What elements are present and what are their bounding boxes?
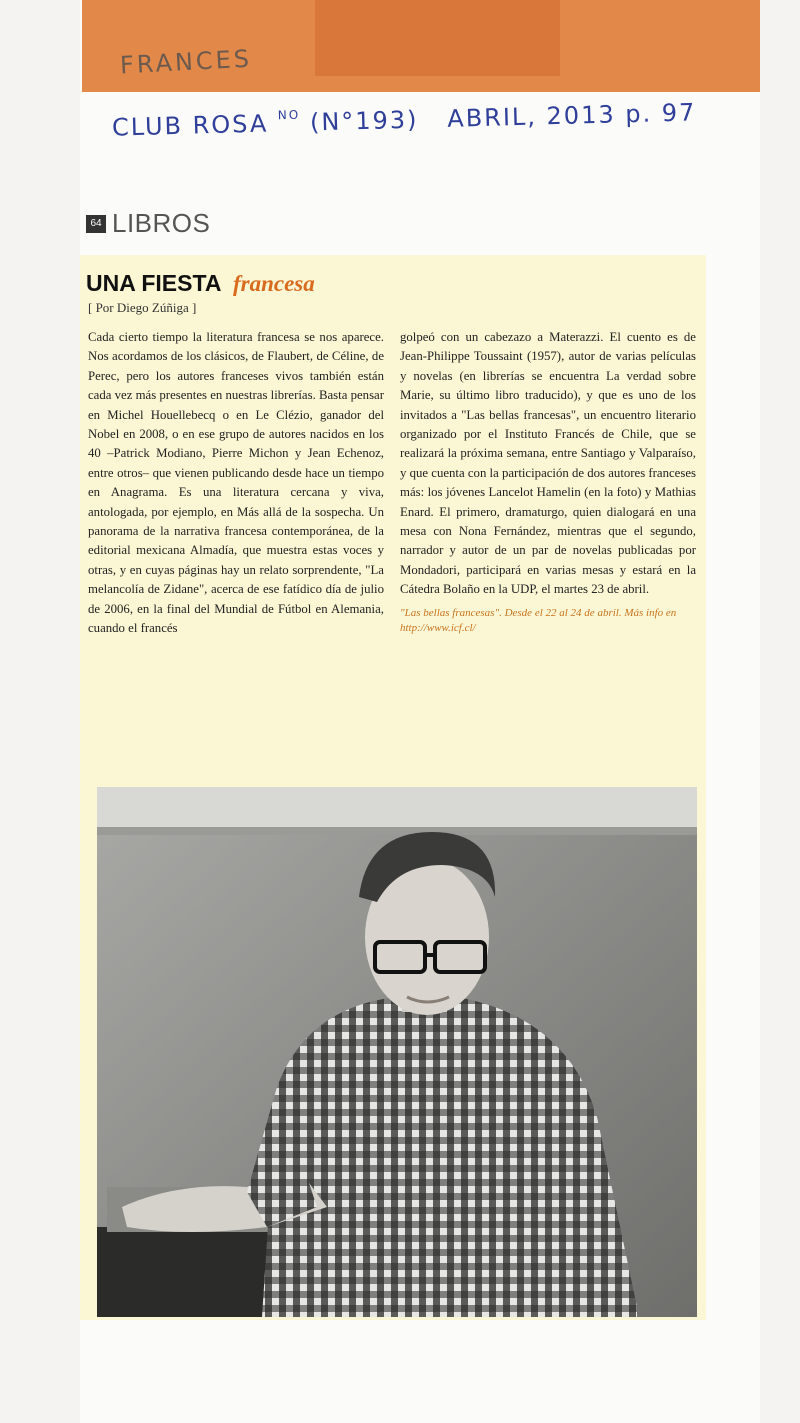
- page-number-badge: 64: [86, 215, 106, 233]
- column-2-text: golpeó con un cabezazo a Materazzi. El cuento es de Jean-Philippe Toussaint (1957), autor de varias películas y novelas (en librerías se encuentra La verdad sobre Marie, su último libro traducido), y que es uno de los invitados a "Las bellas francesas", un encuentro literario organizado por el Instituto Francés de Chile, que se realizará la próxima semana, entre Santiago y Valparaíso, y que cuenta con la participación de dos autores franceses más: los jóvenes Lancelot Hamelin (en la foto) y Mathias Enard. El primero, dramaturgo, quien dialogará en una mesa con Nona Fernández, mientras que el segundo, narrador y autor de un par de novelas publicadas por Mondadori, participará en varias mesas y estará en la Cátedra Bolaño en la UDP, el martes 23 de abril.: [400, 330, 696, 597]
- headline-main: UNA FIESTA: [86, 270, 221, 296]
- article-column-1: [88, 328, 384, 639]
- source-note-date: ABRIL, 2013 p. 97: [446, 98, 697, 133]
- source-note-main: CLUB ROSA: [111, 109, 269, 142]
- source-note-sup: NO: [277, 107, 301, 123]
- section-label: LIBROS: [112, 208, 211, 238]
- author-photo: [97, 787, 697, 1317]
- article-headline: [86, 270, 315, 297]
- section-header: [86, 208, 210, 239]
- article-byline: [ Por Diego Zúñiga ]: [88, 300, 197, 315]
- headline-accent: francesa: [232, 271, 315, 296]
- source-note-number: (N°193): [309, 105, 419, 137]
- column-1-text: Cada cierto tiempo la literatura francesa se nos aparece. Nos acordamos de los clásicos, de Flaubert, de Céline, de Perec, pero los autores franceses vivos también están cada vez más presentes en nuestras librerías. Basta pensar en Michel Houellebecq o en Le Clézio, ganador del Nobel en 2008, o en ese grupo de autores nacidos en los 40 –Patrick Modiano, Pierre Michon y Jean Echenoz, entre otros– que vienen publicando desde hace un tiempo en Anagrama. Es una literatura cercana y viva, antologada, por ejemplo, en Más allá de la sospecha. Un panorama de la narrativa francesa contemporánea, de la editorial mexicana Almadía, que muestra estas voces y otras, y en cuyas páginas hay un relato sorprendente, "La melancolía de Zidane", acerca de ese fatídico día de julio de 2006, en la final del Mundial de Fútbol en Alemania, cuando el francés: [88, 330, 384, 636]
- event-info: "Las bellas francesas". Desde el 22 al 24 de abril. Más info en http://www.icf.cl/: [400, 606, 677, 634]
- article-column-2: [400, 328, 696, 636]
- orange-label-patch: [315, 0, 560, 76]
- handwritten-top-note: FRANCES: [119, 44, 253, 80]
